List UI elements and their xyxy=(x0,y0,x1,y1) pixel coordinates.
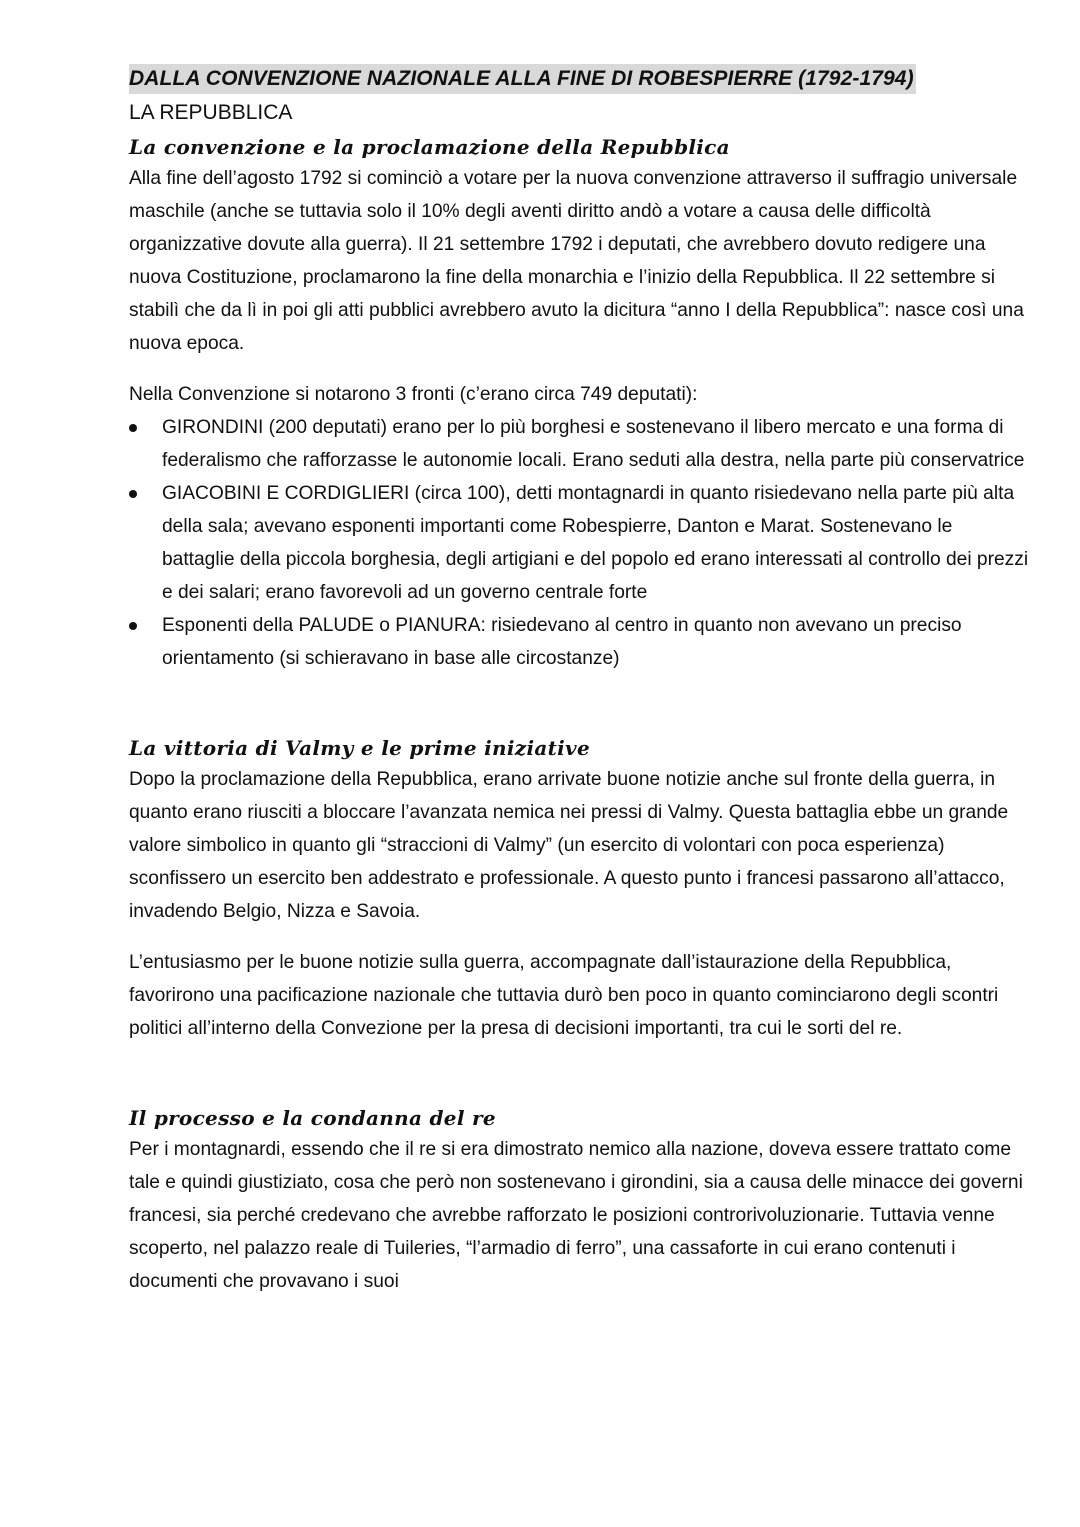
list-item xyxy=(129,411,1029,477)
list-item xyxy=(129,609,1029,675)
list-item-text: Esponenti della PALUDE o PIANURA: risiedevano al centro in quanto non avevano un preciso orientamento (si schieravano in base alle circostanze) xyxy=(162,615,962,669)
paragraph: Per i montagnardi, essendo che il re si era dimostrato nemico alla nazione, doveva essere trattato come tale e quindi giustiziato, cosa che però non sostenevano i girondini, sia a causa delle minacce dei governi francesi, sia perché credevano che avrebbe rafforzato le posizioni controrivoluzionarie. Tuttavia venne scoperto, nel palazzo reale di Tuileries, “l’armadio di ferro”, una cassaforte in cui erano contenuti i documenti che provavano i suoi xyxy=(129,1139,1023,1292)
bullet-icon xyxy=(129,424,137,432)
document-body xyxy=(129,64,1029,1298)
section-valmy xyxy=(129,733,1029,1045)
paragraph: Alla fine dell’agosto 1792 si cominciò a votare per la nuova convenzione attraverso il suffragio universale maschile (anche se tuttavia solo il 10% degli aventi diritto andò a votare a causa delle difficoltà organizzative dovute alla guerra). Il 21 settembre 1792 i deputati, che avrebbero dovuto redigere una nuova Costituzione, proclamarono la fine della monarchia e l’inizio della Repubblica. Il 22 settembre si stabilì che da lì in poi gli atti pubblici avrebbero avuto la dicitura “anno I della Repubblica”: nasce così una nuova epoca. xyxy=(129,168,1024,354)
bullet-icon xyxy=(129,490,137,498)
paragraph: Nella Convenzione si notarono 3 fronti (c’erano circa 749 deputati): xyxy=(129,384,698,405)
section-convenzione xyxy=(129,132,1029,675)
subtitle: LA REPUBBLICA xyxy=(129,101,293,124)
main-title: DALLA CONVENZIONE NAZIONALE ALLA FINE DI ROBESPIERRE (1792-1794) xyxy=(129,64,916,94)
section-processo-re xyxy=(129,1103,1029,1298)
paragraph: L’entusiasmo per le buone notizie sulla guerra, accompagnate dall’istaurazione della Repubblica, favorirono una pacificazione nazionale che tuttavia durò ben poco in quanto cominciarono degli scontri politici all’interno della Convezione per la presa di decisioni importanti, tra cui le sorti del re. xyxy=(129,952,999,1039)
bullet-icon xyxy=(129,622,137,630)
section-heading: La convenzione e la proclamazione della Repubblica xyxy=(129,135,730,159)
list-item-text: GIACOBINI E CORDIGLIERI (circa 100), detti montagnardi in quanto risiedevano nella parte più alta della sala; avevano esponenti importanti come Robespierre, Danton e Marat. Sostenevano le battaglie della piccola borghesia, degli artigiani e del popolo ed erano interessati al controllo dei prezzi e dei salari; erano favorevoli ad un governo centrale forte xyxy=(162,483,1029,603)
paragraph: Dopo la proclamazione della Repubblica, erano arrivate buone notizie anche sul fronte della guerra, in quanto erano riusciti a bloccare l’avanzata nemica nei pressi di Valmy. Questa battaglia ebbe un grande valore simbolico in quanto gli “straccioni di Valmy” (un esercito di volontari con poca esperienza) sconfissero un esercito ben addestrato e professionale. A questo punto i francesi passarono all’attacco, invadendo Belgio, Nizza e Savoia. xyxy=(129,769,1009,922)
list-item xyxy=(129,477,1029,609)
main-title-wrapper xyxy=(129,64,1029,94)
section-heading: Il processo e la condanna del re xyxy=(129,1106,496,1130)
list-item-text: GIRONDINI (200 deputati) erano per lo più borghesi e sostenevano il libero mercato e una forma di federalismo che rafforzasse le autonomie locali. Erano seduti alla destra, nella parte più conservatrice xyxy=(162,417,1025,471)
fronts-list xyxy=(129,411,1029,675)
section-heading: La vittoria di Valmy e le prime iniziative xyxy=(129,736,590,760)
